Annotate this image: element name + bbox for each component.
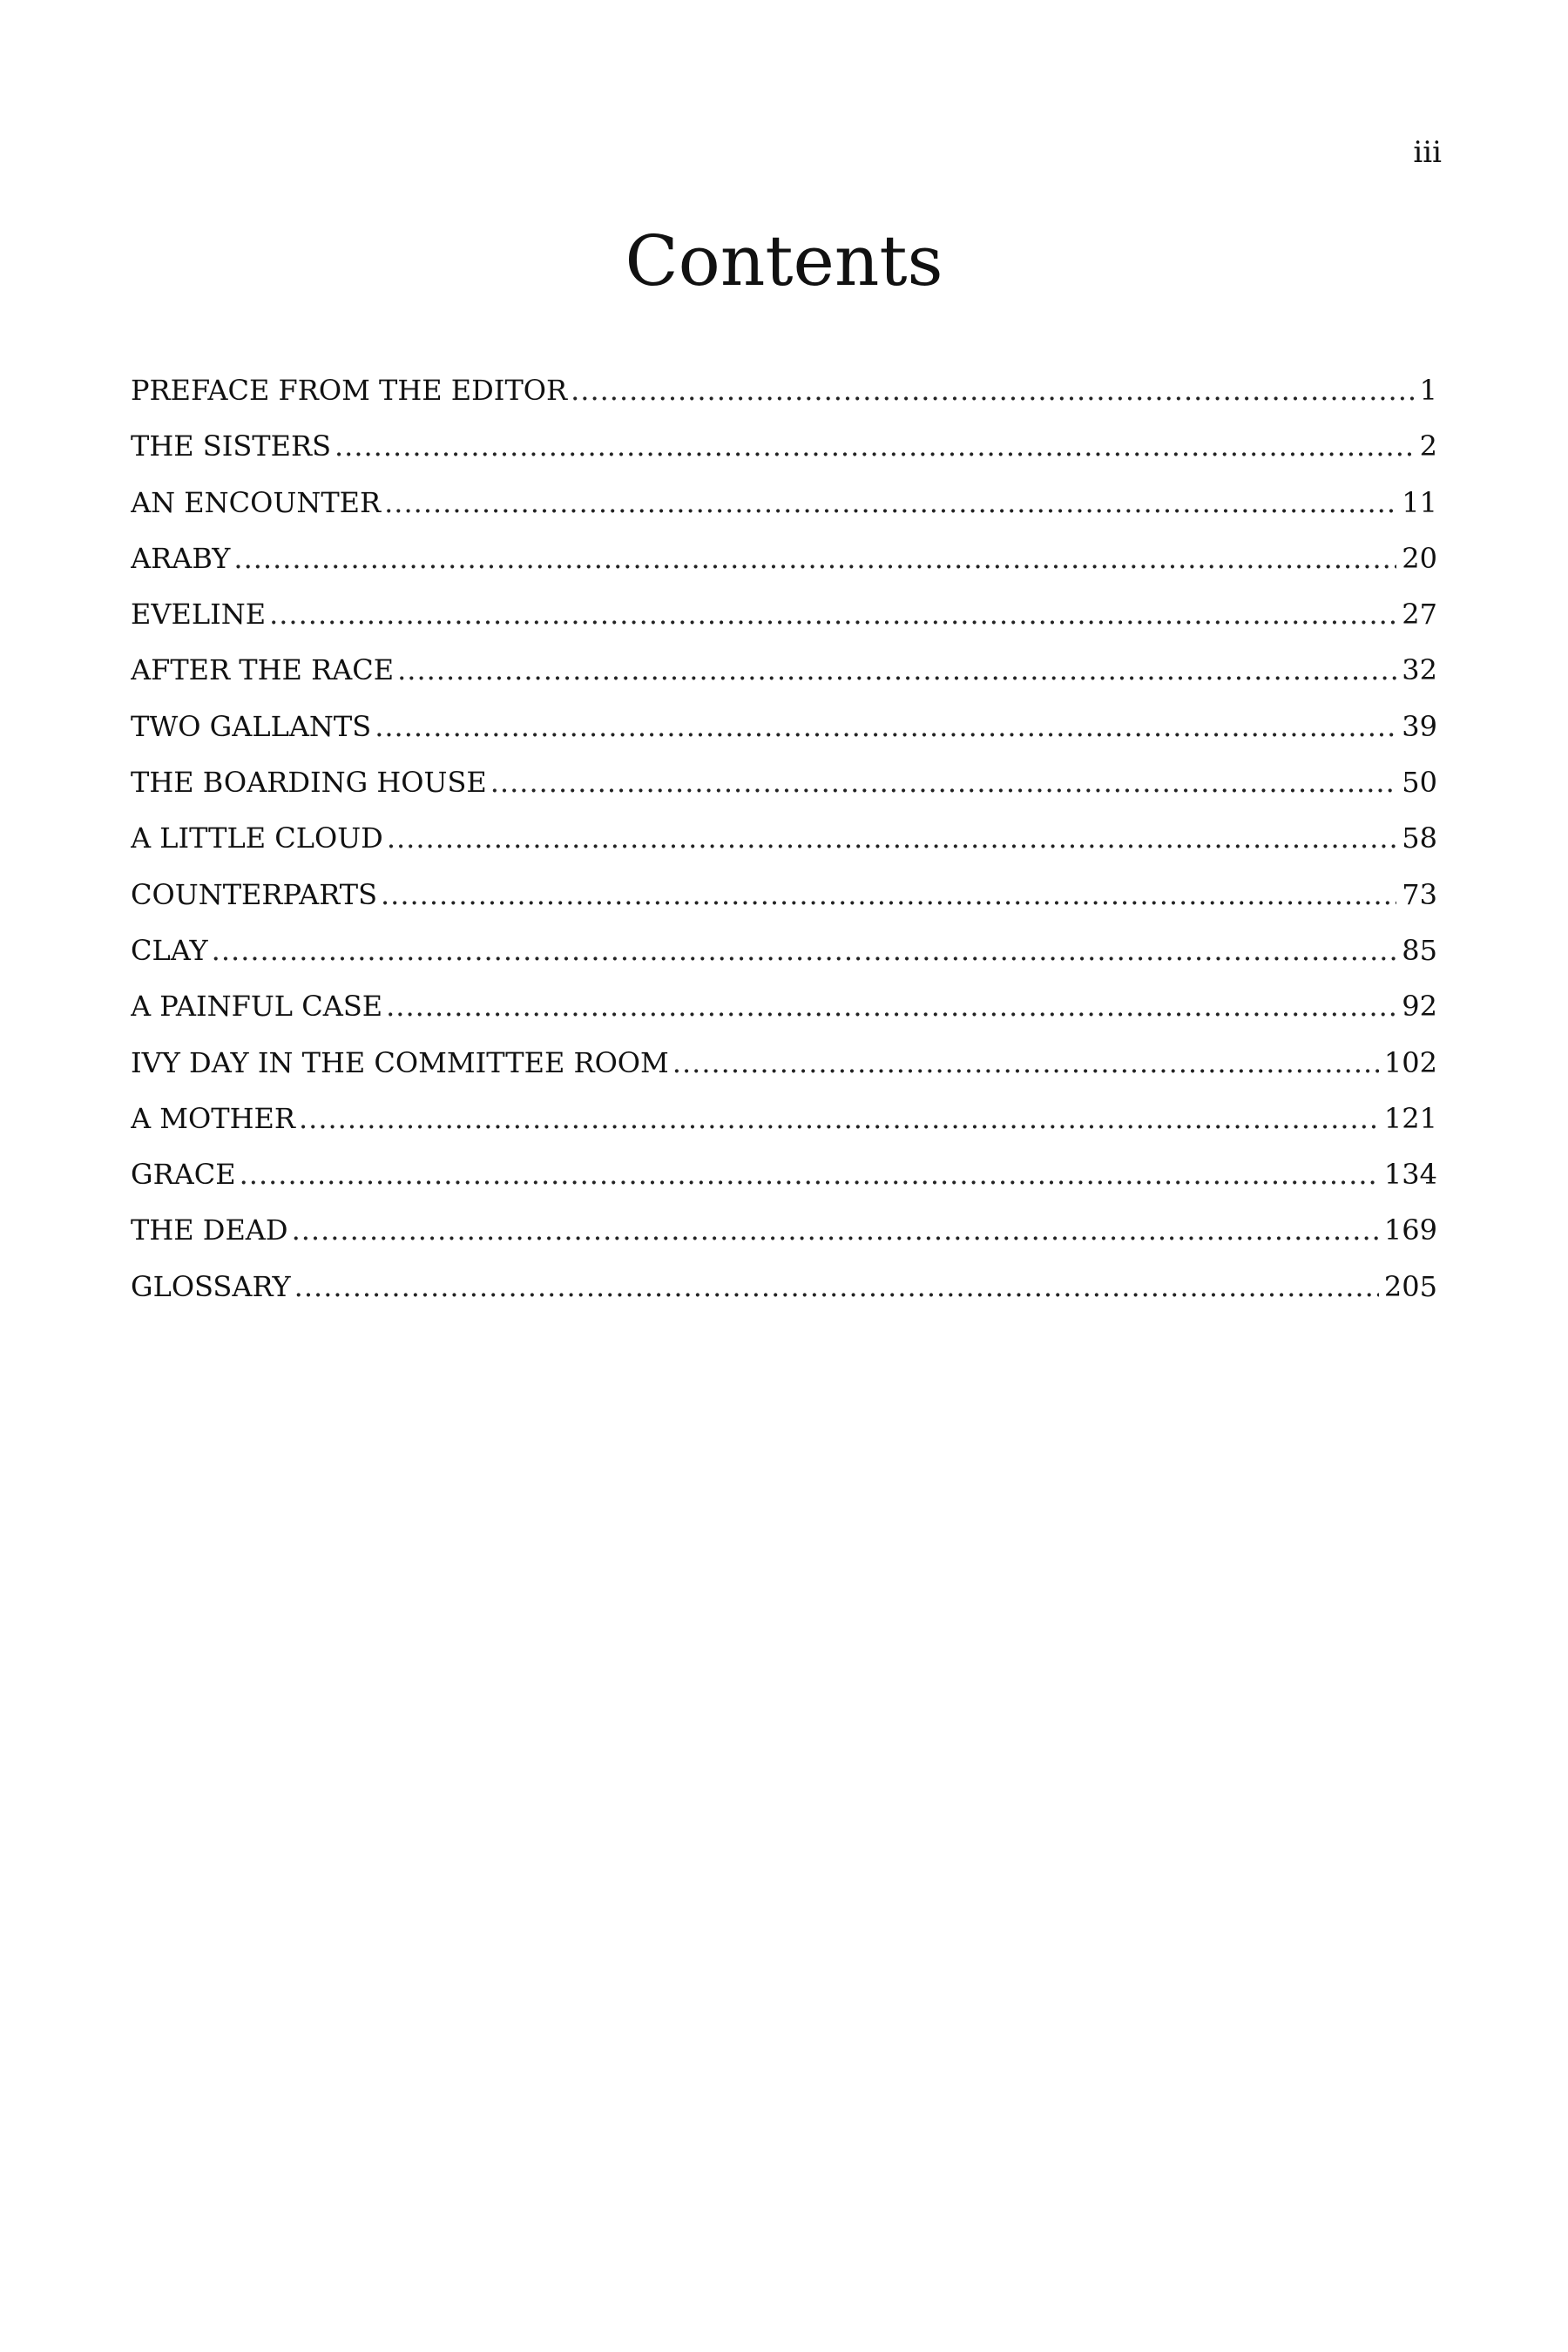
toc-dot-leader — [387, 821, 1396, 855]
toc-entry-title: THE SISTERS — [131, 429, 331, 463]
toc-entry[interactable] — [131, 877, 1437, 933]
toc-entry-page: 27 — [1402, 598, 1437, 632]
toc-entry-title: THE DEAD — [131, 1213, 288, 1247]
toc-entry-title: A LITTLE CLOUD — [131, 821, 383, 855]
toc-entry-page: 169 — [1383, 1213, 1437, 1247]
page-title: Contents — [625, 220, 943, 301]
toc-entry[interactable] — [131, 1157, 1437, 1213]
toc-entry[interactable] — [131, 373, 1437, 429]
toc-entry-page: 121 — [1383, 1101, 1437, 1135]
toc-dot-leader — [490, 765, 1397, 800]
toc-entry[interactable] — [131, 1269, 1437, 1325]
toc-dot-leader — [269, 597, 1396, 632]
toc-entry-page: 50 — [1402, 766, 1437, 800]
toc-entry[interactable] — [131, 821, 1437, 876]
toc-entry-page: 85 — [1402, 933, 1437, 967]
toc-entry[interactable] — [131, 765, 1437, 821]
toc-entry-title: AN ENCOUNTER — [131, 485, 382, 519]
toc-entry-page: 39 — [1402, 709, 1437, 743]
toc-dot-leader — [299, 1101, 1379, 1136]
toc-entry-page: 20 — [1402, 541, 1437, 575]
toc-dot-leader — [292, 1213, 1379, 1247]
toc-entry-page: 2 — [1419, 429, 1437, 463]
toc-entry-title: ARABY — [131, 541, 231, 575]
table-of-contents — [131, 373, 1437, 1325]
page-number: iii — [1413, 135, 1442, 170]
toc-entry-page: 11 — [1402, 485, 1437, 519]
toc-entry[interactable] — [131, 709, 1437, 765]
toc-entry[interactable] — [131, 989, 1437, 1044]
toc-entry-title: TWO GALLANTS — [131, 709, 372, 743]
toc-entry[interactable] — [131, 933, 1437, 989]
toc-entry-title: THE BOARDING HOUSE — [131, 766, 487, 800]
toc-dot-leader — [240, 1157, 1379, 1192]
toc-dot-leader — [233, 541, 1396, 576]
toc-entry-page: 1 — [1419, 374, 1437, 407]
toc-entry-title: AFTER THE RACE — [131, 653, 395, 687]
toc-entry-page: 73 — [1402, 877, 1437, 911]
toc-entry-page: 205 — [1383, 1269, 1437, 1303]
toc-dot-leader — [212, 933, 1397, 968]
toc-entry-page: 134 — [1383, 1158, 1437, 1192]
toc-entry-title: GRACE — [131, 1158, 236, 1192]
toc-entry-title: A PAINFUL CASE — [131, 990, 383, 1024]
toc-dot-leader — [397, 652, 1396, 687]
toc-dot-leader — [381, 877, 1396, 912]
toc-dot-leader — [672, 1045, 1379, 1080]
toc-entry-title: EVELINE — [131, 598, 267, 632]
toc-entry[interactable] — [131, 485, 1437, 541]
toc-entry[interactable] — [131, 429, 1437, 484]
toc-dot-leader — [386, 989, 1396, 1024]
toc-entry-title: IVY DAY IN THE COMMITTEE ROOM — [131, 1045, 669, 1079]
toc-entry[interactable] — [131, 541, 1437, 597]
toc-entry-title: GLOSSARY — [131, 1269, 291, 1303]
toc-entry[interactable] — [131, 597, 1437, 652]
toc-entry-title: COUNTERPARTS — [131, 877, 377, 911]
toc-dot-leader — [384, 485, 1396, 520]
toc-entry[interactable] — [131, 652, 1437, 708]
toc-entry-page: 32 — [1402, 653, 1437, 687]
toc-entry-title: A MOTHER — [131, 1101, 295, 1135]
toc-entry[interactable] — [131, 1101, 1437, 1157]
toc-entry-page: 102 — [1383, 1045, 1437, 1079]
toc-dot-leader — [375, 709, 1396, 744]
toc-entry[interactable] — [131, 1045, 1437, 1101]
toc-entry-title: CLAY — [131, 933, 208, 967]
toc-entry[interactable] — [131, 1213, 1437, 1268]
toc-entry-title: PREFACE FROM THE EDITOR — [131, 374, 568, 407]
toc-entry-page: 92 — [1402, 990, 1437, 1024]
toc-entry-page: 58 — [1402, 821, 1437, 855]
toc-dot-leader — [335, 429, 1415, 463]
toc-dot-leader — [571, 373, 1415, 408]
toc-dot-leader — [294, 1269, 1379, 1304]
